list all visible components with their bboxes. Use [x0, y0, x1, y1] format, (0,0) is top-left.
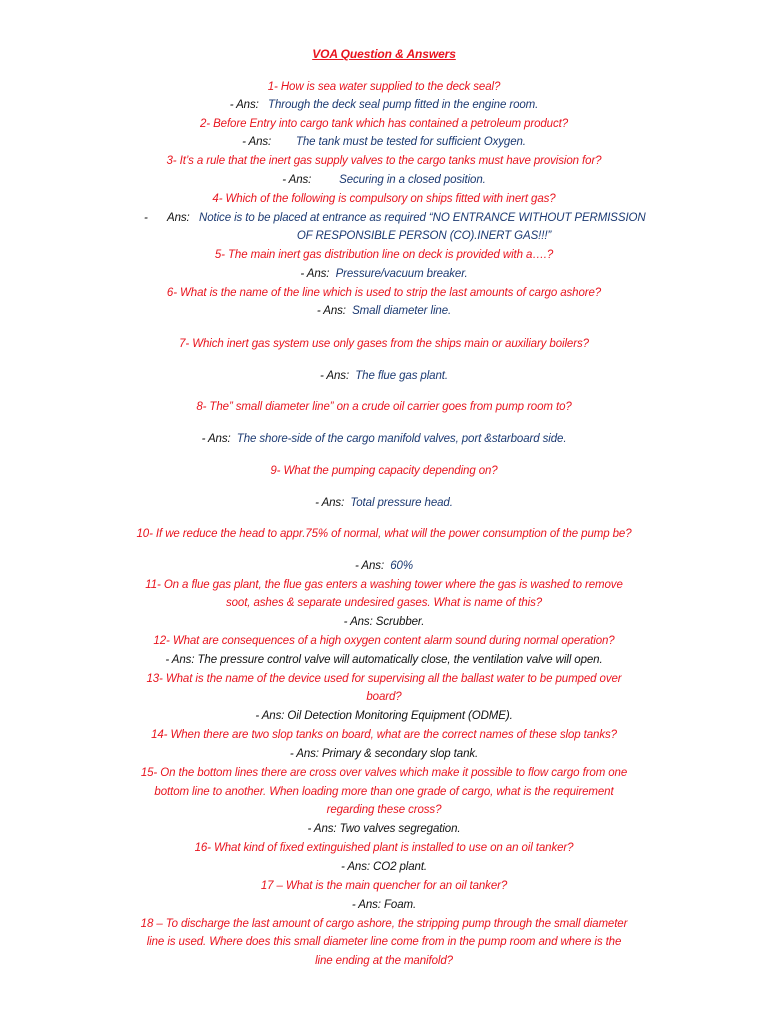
question-5: 5- The main inert gas distribution line on deck is provided with a….? — [214, 249, 554, 261]
answer-6 — [0, 302, 768, 320]
answer-8-text: The shore-side of the cargo manifold valves, port &starboard side. — [236, 433, 567, 445]
answer-4-dash: - — [144, 212, 148, 224]
answer-9-prefix: - Ans: — [315, 497, 345, 509]
question-9: 9- What the pumping capacity depending on? — [270, 465, 498, 477]
answer-5-prefix: - Ans: — [300, 268, 330, 280]
answer-3-prefix: - Ans: — [282, 174, 312, 186]
answer-8-prefix: - Ans: — [201, 433, 231, 445]
question-2: 2- Before Entry into cargo tank which has contained a petroleum product? — [199, 118, 569, 130]
answer-7 — [0, 367, 768, 385]
answer-4-prefix: Ans: — [167, 212, 190, 224]
question-12: 12- What are consequences of a high oxygen content alarm sound during normal operation? — [153, 635, 615, 647]
answer-1-prefix: - Ans: — [229, 99, 259, 111]
answer-14: - Ans: Primary & secondary slop tank. — [289, 748, 479, 760]
answer-12: - Ans: The pressure control valve will automatically close, the ventilation valve will open. — [165, 654, 603, 666]
answer-2-prefix: - Ans: — [242, 136, 272, 148]
answer-3-text: Securing in a closed position. — [339, 174, 486, 186]
question-17: 17 – What is the main quencher for an oil tanker? — [260, 880, 508, 892]
answer-6-prefix: - Ans: — [316, 305, 346, 317]
question-6: 6- What is the name of the line which is used to strip the last amounts of cargo ashore? — [166, 287, 602, 299]
question-18-line-3: line ending at the manifold? — [315, 955, 453, 967]
answer-10-prefix: - Ans: — [355, 560, 385, 572]
answer-5 — [0, 265, 768, 283]
answer-8 — [0, 430, 768, 448]
question-7: 7- Which inert gas system use only gases from the ships main or auxiliary boilers? — [179, 338, 589, 350]
question-3: 3- It’s a rule that the inert gas supply valves to the cargo tanks must have provision for? — [166, 155, 602, 167]
question-15-line-2: bottom line to another. When loading more than one grade of cargo, what is the requirement — [154, 786, 614, 798]
question-18-line-2: line is used. Where does this small diameter line come from in the pump room and where is the — [146, 936, 622, 948]
answer-10 — [0, 557, 768, 575]
answer-5-text: Pressure/vacuum breaker. — [335, 268, 468, 280]
document-title: VOA Question & Answers — [312, 47, 456, 61]
answer-16: - Ans: CO2 plant. — [340, 861, 428, 873]
question-15-line-1: 15- On the bottom lines there are cross over valves which make it possible to flow cargo from one — [140, 767, 628, 779]
question-8: 8- The” small diameter line” on a crude oil carrier goes from pump room to? — [196, 401, 572, 413]
answer-15: - Ans: Two valves segregation. — [307, 823, 461, 835]
answer-6-text: Small diameter line. — [352, 305, 452, 317]
answer-2 — [0, 133, 768, 151]
answer-1 — [0, 96, 768, 114]
question-13-line-2: board? — [366, 691, 402, 703]
answer-9 — [0, 494, 768, 512]
answer-7-prefix: - Ans: — [320, 370, 350, 382]
answer-13: - Ans: Oil Detection Monitoring Equipment (ODME). — [255, 710, 513, 722]
question-11-line-1: 11- On a flue gas plant, the flue gas enters a washing tower where the gas is washed to remove — [145, 579, 623, 591]
question-10: 10- If we reduce the head to appr.75% of normal, what will the power consumption of the pump be? — [136, 528, 632, 540]
answer-11: - Ans: Scrubber. — [343, 616, 425, 628]
answer-17: - Ans: Foam. — [351, 899, 417, 911]
answer-4-line-2: OF RESPONSIBLE PERSON (CO).INERT GAS!!!” — [296, 230, 552, 242]
question-16: 16- What kind of fixed extinguished plant is installed to use on an oil tanker? — [194, 842, 574, 854]
answer-4-line-1: Notice is to be placed at entrance as required “NO ENTRANCE WITHOUT PERMISSION — [199, 212, 646, 224]
question-11-line-2: soot, ashes & separate undesired gases. What is name of this? — [225, 597, 543, 609]
answer-1-text: Through the deck seal pump fitted in the engine room. — [268, 99, 539, 111]
question-15-line-3: regarding these cross? — [326, 804, 442, 816]
answer-10-text: 60% — [390, 560, 413, 572]
answer-7-text: The flue gas plant. — [355, 370, 448, 382]
question-18-line-1: 18 – To discharge the last amount of cargo ashore, the stripping pump through the small diameter — [140, 918, 628, 930]
answer-2-text: The tank must be tested for sufficient Oxygen. — [295, 136, 526, 148]
question-1: 1- How is sea water supplied to the deck seal? — [267, 81, 501, 93]
question-4: 4- Which of the following is compulsory on ships fitted with inert gas? — [212, 193, 556, 205]
question-14: 14- When there are two slop tanks on board, what are the correct names of these slop tanks? — [151, 729, 617, 741]
question-13-line-1: 13- What is the name of the device used for supervising all the ballast water to be pumped over — [146, 673, 622, 685]
answer-3 — [0, 171, 768, 189]
answer-9-text: Total pressure head. — [350, 497, 453, 509]
